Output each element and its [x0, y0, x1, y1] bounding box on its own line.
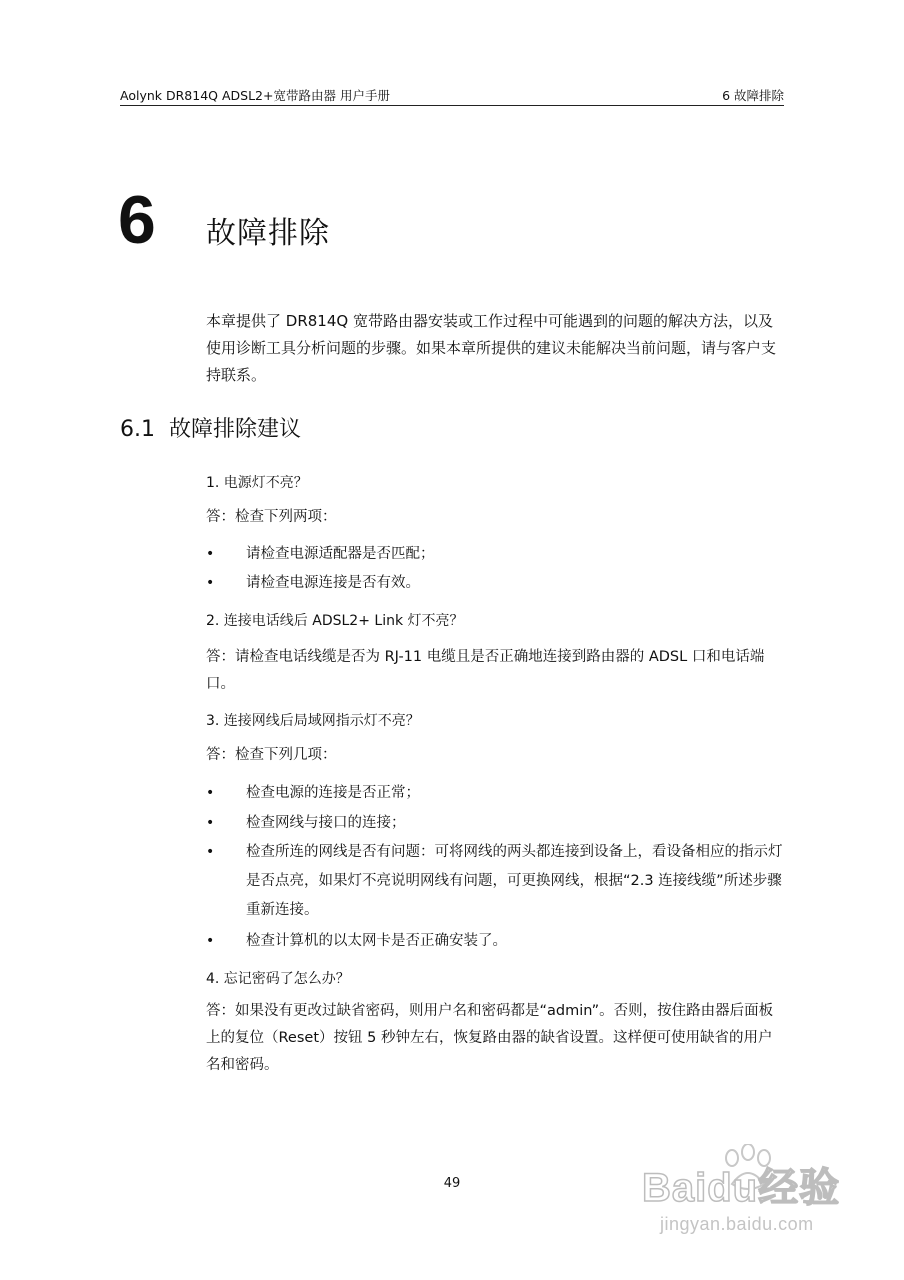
page-number: 49: [443, 1176, 461, 1191]
header-chapter-title: 6 故障排除: [722, 88, 784, 103]
bullet-icon: •: [206, 575, 215, 591]
section-heading: [120, 412, 301, 448]
list-item-text: 检查所连的网线是否有问题：可将网线的两头都连接到设备上，看设备相应的指示灯是否点亮，如果灯不亮说明网线有问题，可更换网线，根据“2.3 连接线缆”所述步骤重新连接。: [246, 844, 783, 918]
bullet-icon: •: [206, 844, 215, 860]
bullet-icon: •: [206, 785, 215, 801]
question-3: 3. 连接网线后局域网指示灯不亮？: [206, 713, 420, 729]
chapter-title: 故障排除: [206, 216, 330, 251]
question-4: 4. 忘记密码了怎么办？: [206, 971, 350, 987]
answer-3: 答：检查下列几项：: [206, 747, 337, 763]
watermark: [642, 1144, 892, 1248]
bullet-icon: •: [206, 933, 215, 949]
list-item: [206, 809, 786, 838]
list-item-text: 请检查电源连接是否有效。: [246, 575, 420, 591]
list-item-text: 检查计算机的以太网卡是否正确安装了。: [246, 933, 507, 949]
list-item-text: 请检查电源适配器是否匹配；: [246, 546, 435, 562]
list-item: [206, 927, 786, 956]
answer-2: 答：请检查电话线缆是否为 RJ-11 电缆且是否正确地连接到路由器的 ADSL 口和电话端口。: [206, 649, 765, 692]
list-item: [206, 569, 786, 598]
question-2: 2. 连接电话线后 ADSL2+ Link 灯不亮？: [206, 613, 464, 629]
header-rule: [120, 105, 784, 106]
bullet-icon: •: [206, 546, 215, 562]
watermark-url: jingyan.baidu.com: [660, 1214, 814, 1234]
chapter-intro: 本章提供了 DR814Q 宽带路由器安装或工作过程中可能遇到的问题的解决方法，以及使用诊断工具分析问题的步骤。如果本章所提供的建议未能解决当前问题，请与客户支持联系。: [206, 312, 777, 384]
answer-1: 答：检查下列两项：: [206, 509, 337, 525]
header-manual-title: Aolynk DR814Q ADSL2+宽带路由器 用户手册: [120, 88, 390, 103]
list-item: [206, 779, 786, 808]
page-header: [120, 86, 784, 106]
chapter-number: 6: [118, 182, 156, 258]
answer-4: 答：如果没有更改过缺省密码，则用户名和密码都是“admin”。否则，按住路由器后面板上的复位（Reset）按钮 5 秒钟左右，恢复路由器的缺省设置。这样便可使用缺省的用户名和密码。: [206, 1003, 774, 1073]
question-1: 1. 电源灯不亮？: [206, 475, 308, 491]
section-title: 故障排除建议: [169, 417, 302, 442]
list-item-text: 检查电源的连接是否正常；: [246, 785, 420, 801]
watermark-logo: Baidu经验: [642, 1166, 841, 1210]
list-item: [206, 540, 786, 569]
section-number: 6.1: [120, 417, 155, 442]
list-item: [206, 838, 786, 925]
list-item-text: 检查网线与接口的连接；: [246, 815, 406, 831]
bullet-icon: •: [206, 815, 215, 831]
